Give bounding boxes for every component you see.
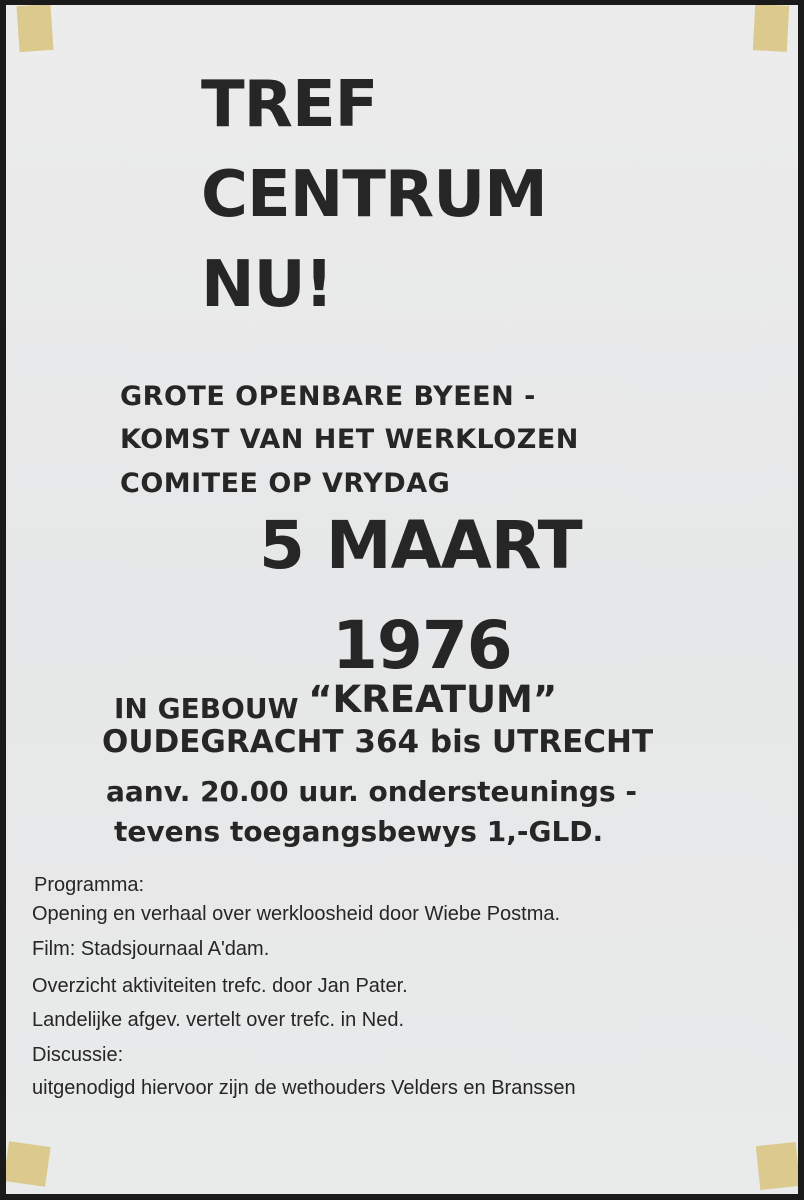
headline-line-2: CENTRUM <box>201 158 547 232</box>
headline-line-1: TREF <box>201 68 378 142</box>
price-line: tevens toegangsbewys 1,-GLD. <box>114 815 604 848</box>
venue-building <box>114 678 558 725</box>
venue-address: OUDEGRACHT 364 bis UTRECHT <box>102 724 654 760</box>
poster-sheet <box>6 5 798 1194</box>
program-item-opening: Opening en verhaal over werkloosheid door Wiebe Postma. <box>32 903 561 925</box>
program-item-national: Landelijke afgev. vertelt over trefc. in Ned. <box>32 1009 405 1031</box>
venue-building-prefix: IN GEBOUW <box>114 692 309 725</box>
intro-line-3: COMITEE OP VRYDAG <box>120 468 451 499</box>
tape-top-right <box>753 5 789 52</box>
start-time-line: aanv. 20.00 uur. ondersteunings - <box>106 775 637 808</box>
event-year: 1976 <box>332 607 512 684</box>
headline-line-3: NU! <box>201 248 333 322</box>
discussion-text: uitgenodigd hiervoor zijn de wethouders Velders en Branssen <box>32 1077 576 1099</box>
tape-bottom-left <box>6 1141 51 1186</box>
intro-line-1: GROTE OPENBARE BYEEN - <box>120 381 536 412</box>
tape-bottom-right <box>756 1142 798 1190</box>
program-heading: Programma: <box>34 874 145 896</box>
intro-line-2: KOMST VAN HET WERKLOZEN <box>120 424 579 455</box>
venue-building-name: “KREATUM” <box>308 678 558 721</box>
program-item-overview: Overzicht aktiviteiten trefc. door Jan Pater. <box>32 975 408 997</box>
discussion-heading: Discussie: <box>32 1044 124 1066</box>
tape-top-left <box>16 5 53 52</box>
event-date: 5 MAART <box>259 507 582 584</box>
program-item-film: Film: Stadsjournaal A'dam. <box>32 938 270 960</box>
